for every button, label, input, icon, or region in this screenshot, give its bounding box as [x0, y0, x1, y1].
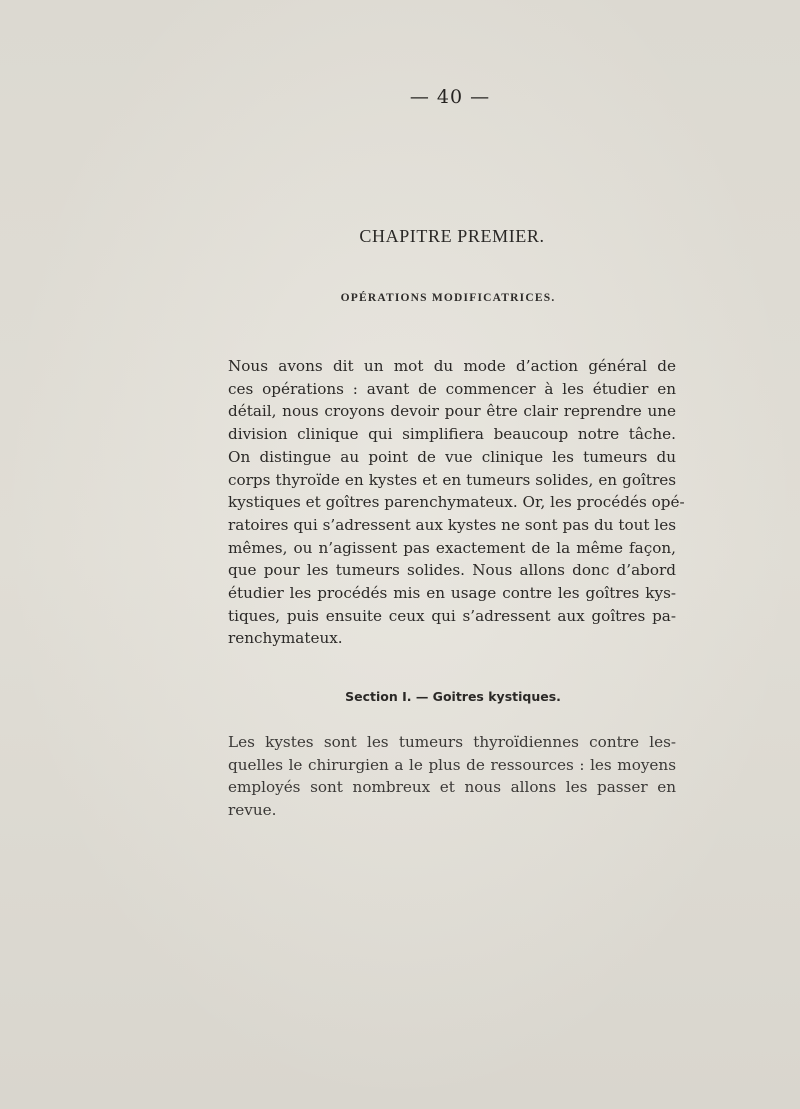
paragraph-2-line: employés sont nombreux et nous allons les passer en [228, 778, 676, 797]
page-number: — 40 — [409, 86, 491, 108]
chapter-title: CHAPITRE PREMIER. [359, 226, 545, 246]
paragraph-1-line: kystiques et goîtres parenchymateux. Or, les procédés opé- [228, 493, 685, 512]
paragraph-1-line: tiques, puis ensuite ceux qui s’adressent aux goîtres pa- [228, 606, 676, 625]
paragraph-1-line: détail, nous croyons devoir pour être clair reprendre une [228, 402, 676, 421]
paragraph-2-line: Les kystes sont les tumeurs thyroïdiennes contre les- [228, 733, 676, 751]
section-heading: OPÉRATIONS MODIFICATRICES. [340, 292, 556, 304]
paragraph-1-line: étudier les procédés mis en usage contre les goîtres kys- [228, 584, 676, 603]
paragraph-1-line: division clinique qui simplifiera beaucoup notre tâche. [228, 425, 676, 444]
paragraph-1-line: renchymateux. [228, 629, 343, 648]
paragraph-1-line: mêmes, ou n’agissent pas exactement de la même façon, [228, 538, 676, 557]
paragraph-1-line: que pour les tumeurs solides. Nous allons donc d’abord [228, 561, 676, 580]
paragraph-1-line: ces opérations : avant de commencer à les étudier en [228, 379, 676, 398]
subsection-title: Section I. — Goitres kystiques. [345, 689, 561, 704]
paragraph-2 [228, 731, 676, 822]
paragraph-1-line: ratoires qui s’adressent aux kystes ne sont pas du tout les [228, 515, 676, 534]
paragraph-2-line: revue. [228, 801, 277, 820]
paragraph-1 [228, 355, 685, 650]
paragraph-1-line: On distingue au point de vue clinique les tumeurs du [228, 447, 676, 466]
paragraph-1-line: corps thyroïde en kystes et en tumeurs solides, en goîtres [228, 470, 676, 489]
paragraph-2-line: quelles le chirurgien a le plus de ressources : les moyens [228, 755, 676, 774]
paragraph-1-line: Nous avons dit un mot du mode d’action général de [228, 357, 676, 375]
